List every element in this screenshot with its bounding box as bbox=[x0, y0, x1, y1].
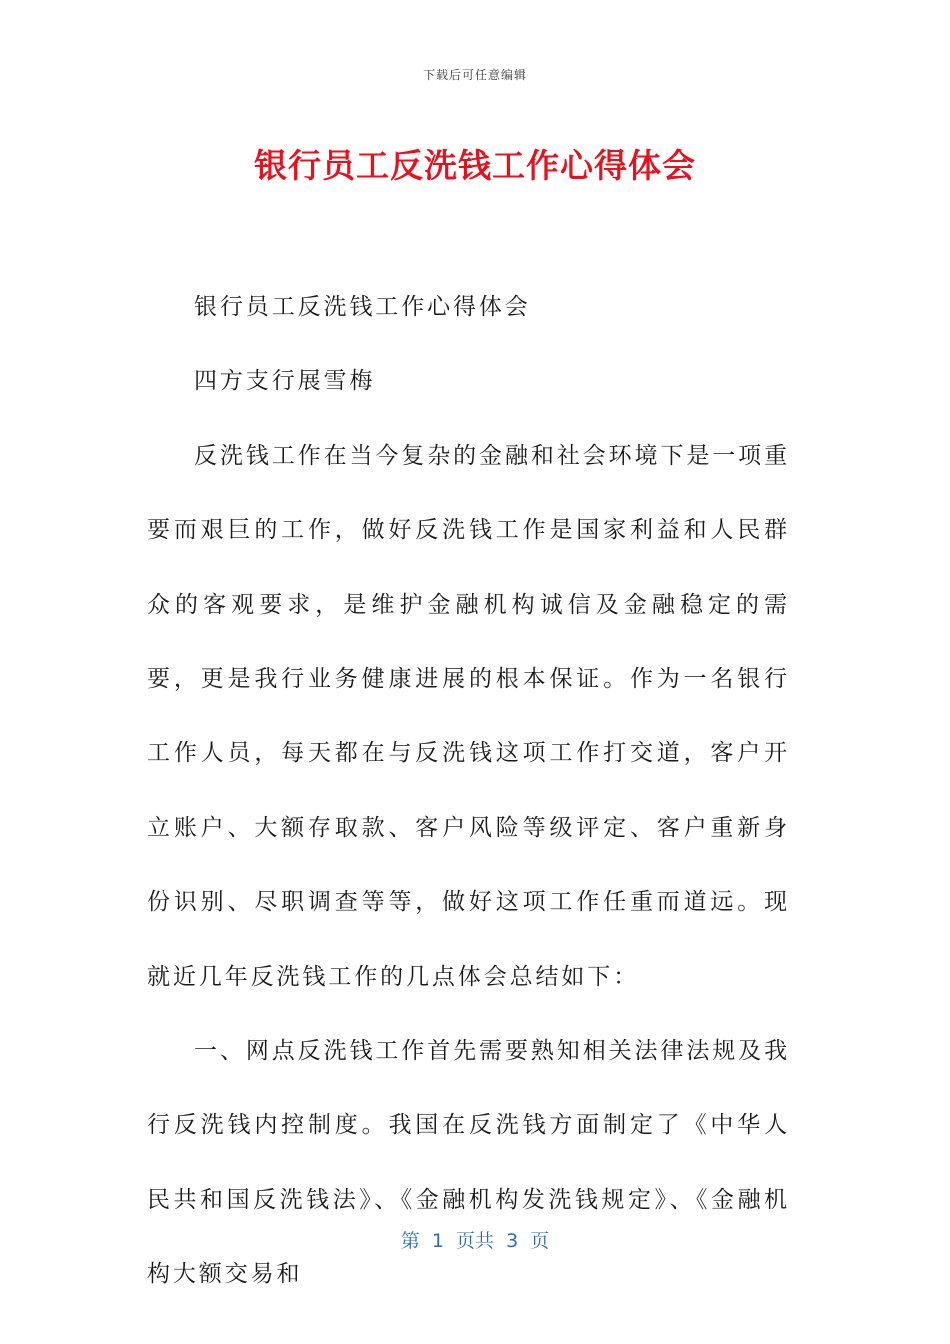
paragraph-intro: 反洗钱工作在当今复杂的金融和社会环境下是一项重要而艰巨的工作，做好反洗钱工作是国家利益和人民群众的客观要求，是维护金融机构诚信及金融稳定的需要，更是我行业务健康进展的根本保证。作为一名银行工作人员，每天都在与反洗钱这项工作打交道，客户开立账户、大额存取款、客户风险等级评定、客户重新身份识别、尽职调查等等，做好这项工作任重而道远。现就近几年反洗钱工作的几点体会总结如下： bbox=[147, 442, 790, 990]
header-note: 下载后可任意编辑 bbox=[422, 68, 527, 82]
document-body bbox=[147, 270, 790, 1312]
page-number-footer: 第 1 页共 3 页 bbox=[400, 1230, 550, 1252]
paragraph-subtitle: 银行员工反洗钱工作心得体会 bbox=[194, 294, 531, 320]
paragraph-point-one: 一、网点反洗钱工作首先需要熟知相关法律法规及我行反洗钱内控制度。我国在反洗钱方面制定了《中华人民共和国反洗钱法》、《金融机构发洗钱规定》、《金融机构大额交易和 bbox=[147, 1038, 790, 1288]
paragraph-author: 四方支行展雪梅 bbox=[194, 368, 376, 395]
document-title: 银行员工反洗钱工作心得体会 bbox=[254, 146, 696, 185]
